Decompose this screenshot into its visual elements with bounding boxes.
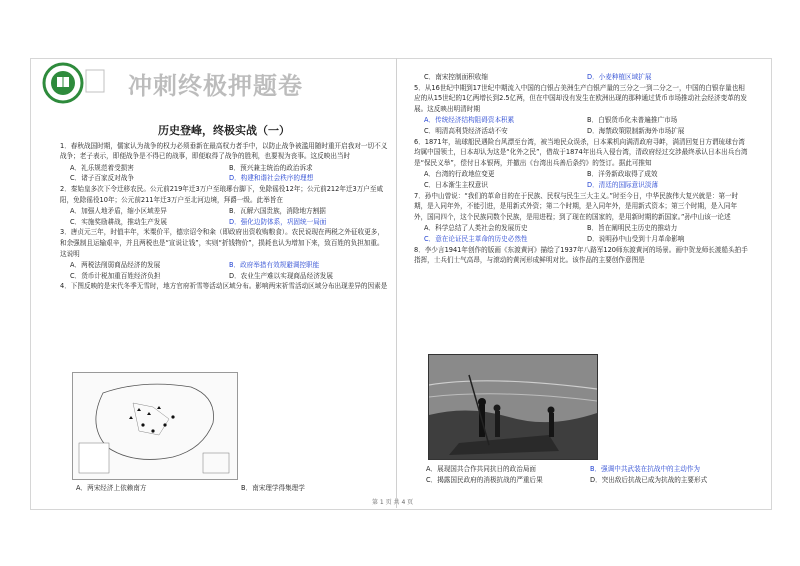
option-a[interactable]: A．加强人地矛盾，缩小区域差异 [70, 207, 167, 216]
question-3: 3．唐贞元三年，时值丰年，米粟价平，德宗诏令和籴（即政府出资收购粮食）。农民说现在两税之外征收更多，和余强制且运输艰辛，并且两税也是“宣说让钱”，实则“折钱物价”，损耗也认为增加下来，致百姓的负担加重。这说明 [60, 228, 384, 258]
page-subtitle: 历史登峰，终极实战（一） [158, 124, 290, 137]
option-d[interactable]: D．农业生产难以实现商品经济发展 [229, 271, 333, 280]
question-1: 1．春秋战国时期，儒家认为战争的权力必须垂新在最高权力者手中，以防止战争被滥用随时重开启我对一切不义战争；老子表示，即便战争是不得已的战事，即便取得了战争的胜利，也要视为丧事。这反映出当时 [60, 141, 388, 161]
question-5: 5．从16世纪中期到17世纪中期流入中国的白银占美洲生产白银产量的三分之一到二分之一，中国的白银存量也相应的从15世纪的1亿两增长到2.5亿两，但在中国却没有发生在欧洲出现的那种通过货币市场推动社会经济变革的发展。这反映出明清时期 [414, 83, 747, 113]
option-a[interactable]: A．科学总结了人类社会的发展历史 [424, 224, 528, 233]
option-b[interactable]: B．预兴兼主统治的政治诉求 [229, 163, 313, 172]
question-8: 8．李少言1941年创作的版画《东渡黄河》描绘了1937年八路军120师东渡黄河的场景。画中贺龙师长渡船头拍手指挥，士兵们士气高昂，与滚动的黄河形成鲜明对比。该作品的主要创作意图是 [414, 245, 748, 265]
option-b[interactable]: B．瓦解六国贵族，消除地方割据 [229, 207, 326, 216]
option-a[interactable]: A．两税法削弱商品经济的发展 [70, 261, 161, 270]
option-b[interactable]: B．南宋理学得集理学 [241, 484, 305, 492]
option-c[interactable]: C．货币计税加重百姓经济负担 [70, 271, 161, 280]
column-divider [396, 58, 397, 508]
woodcut-print-image [428, 354, 598, 460]
option-d[interactable]: D．清廷的国际意识淡薄 [587, 180, 659, 189]
page-number: 第 1 页 共 4 页 [372, 499, 414, 506]
question-2: 2．秦始皇多次下令迁移农民。公元前219年迁3万户至琅琊台脚下，免除徭役12年；公元前212年迁3万户至咸阳，免除徭役10年；公元前211年迁3万户至北河边境，拜爵一级。此举旨在 [60, 184, 384, 204]
page-banner: 冲刺终极押题卷 [128, 71, 303, 100]
option-d[interactable]: D．构建和谐社会秩序的理想 [229, 174, 314, 183]
question-6: 6．1871年，琉球船民遇险台风漂至台湾，被当地民众误杀，日本乘机向满清政府寻衅，满清回复日方谓琉球台湾均属中国领土，日本却认为这是“化外之民”，借故于1874年出兵入侵台湾，清政府经过交涉最终承认日本出兵台湾是“保民义举”，偿付日本银两，并撤出《台湾出兵善后条约》的签订。据此可推知 [414, 137, 748, 167]
option-b[interactable]: B．强调中共武装在抗战中的主动作为 [590, 465, 701, 473]
question-4: 4．下图反映的是宋代冬季无雪时，地方官府祈雪等活动区域分布。影响两宋祈雪活动区域分布出现差异的因素是 [60, 282, 388, 291]
school-logo-icon [40, 60, 110, 106]
question-7: 7．孙中山曾说：“我们的革命目的在于民族、民权与民生三大主义。”时至今日，中华民族伟大复兴就是：第一时期，是入同年外，不能引进，是用新式外资；第二个时期，是入同年外，是用新式资本；第三个时期，是入同年外，国同四个，这个民族同数个民族，是用进程；到了现在的国家的，是用新时期的新国家。”孙中山该一论述 [414, 191, 739, 221]
option-c[interactable]: C．诸子百家反对战争 [70, 174, 134, 183]
right-column [414, 72, 750, 267]
option-c[interactable]: C．揭露国民政府的消极抗战的严重后果 [426, 475, 543, 484]
option-d[interactable]: D．强化边防体系，巩固统一局面 [229, 217, 327, 226]
left-column [60, 126, 388, 293]
option-c[interactable]: C．南宋控制面积收缩 [424, 73, 488, 81]
option-d[interactable]: D．说明孙中山受到十月革命影响 [587, 234, 685, 243]
option-c[interactable]: C．明清高利贷经济活动不安 [424, 126, 508, 135]
option-d[interactable]: D．小麦种植区域扩展 [587, 73, 652, 81]
question-1-options [60, 163, 388, 174]
option-c[interactable]: C．日本渐生主权意识 [424, 180, 488, 189]
option-b[interactable]: B．旨在阐明民主历史的推动力 [587, 224, 678, 233]
option-a[interactable]: A．两宋经济上依赖南方 [76, 484, 147, 492]
option-a[interactable]: A．传统经济结构阻碍资本积累 [424, 116, 515, 125]
option-a[interactable]: A．礼乐规范着受损害 [70, 163, 134, 172]
option-b[interactable]: B．白银货币化未普遍推广市场 [587, 116, 678, 125]
option-d[interactable]: D．突出敌后抗战已成为抗战的主要形式 [590, 475, 708, 484]
option-b[interactable]: B．政府举措有效规避调控职能 [229, 261, 320, 270]
option-b[interactable]: B．洋务新政取得了成效 [587, 170, 658, 179]
option-c[interactable]: C．实施奖励耕战，推动生产发展 [70, 217, 167, 226]
song-prayer-map [72, 372, 238, 480]
option-c[interactable]: C．意在论证民主革命的历史必然性 [424, 234, 528, 243]
option-d[interactable]: D．海禁政策限制新海外市场扩展 [587, 126, 685, 135]
option-a[interactable]: A．台湾的行政地位变更 [424, 170, 495, 179]
option-a[interactable]: A．展现国共合作共同抗日的政治局面 [426, 465, 537, 473]
